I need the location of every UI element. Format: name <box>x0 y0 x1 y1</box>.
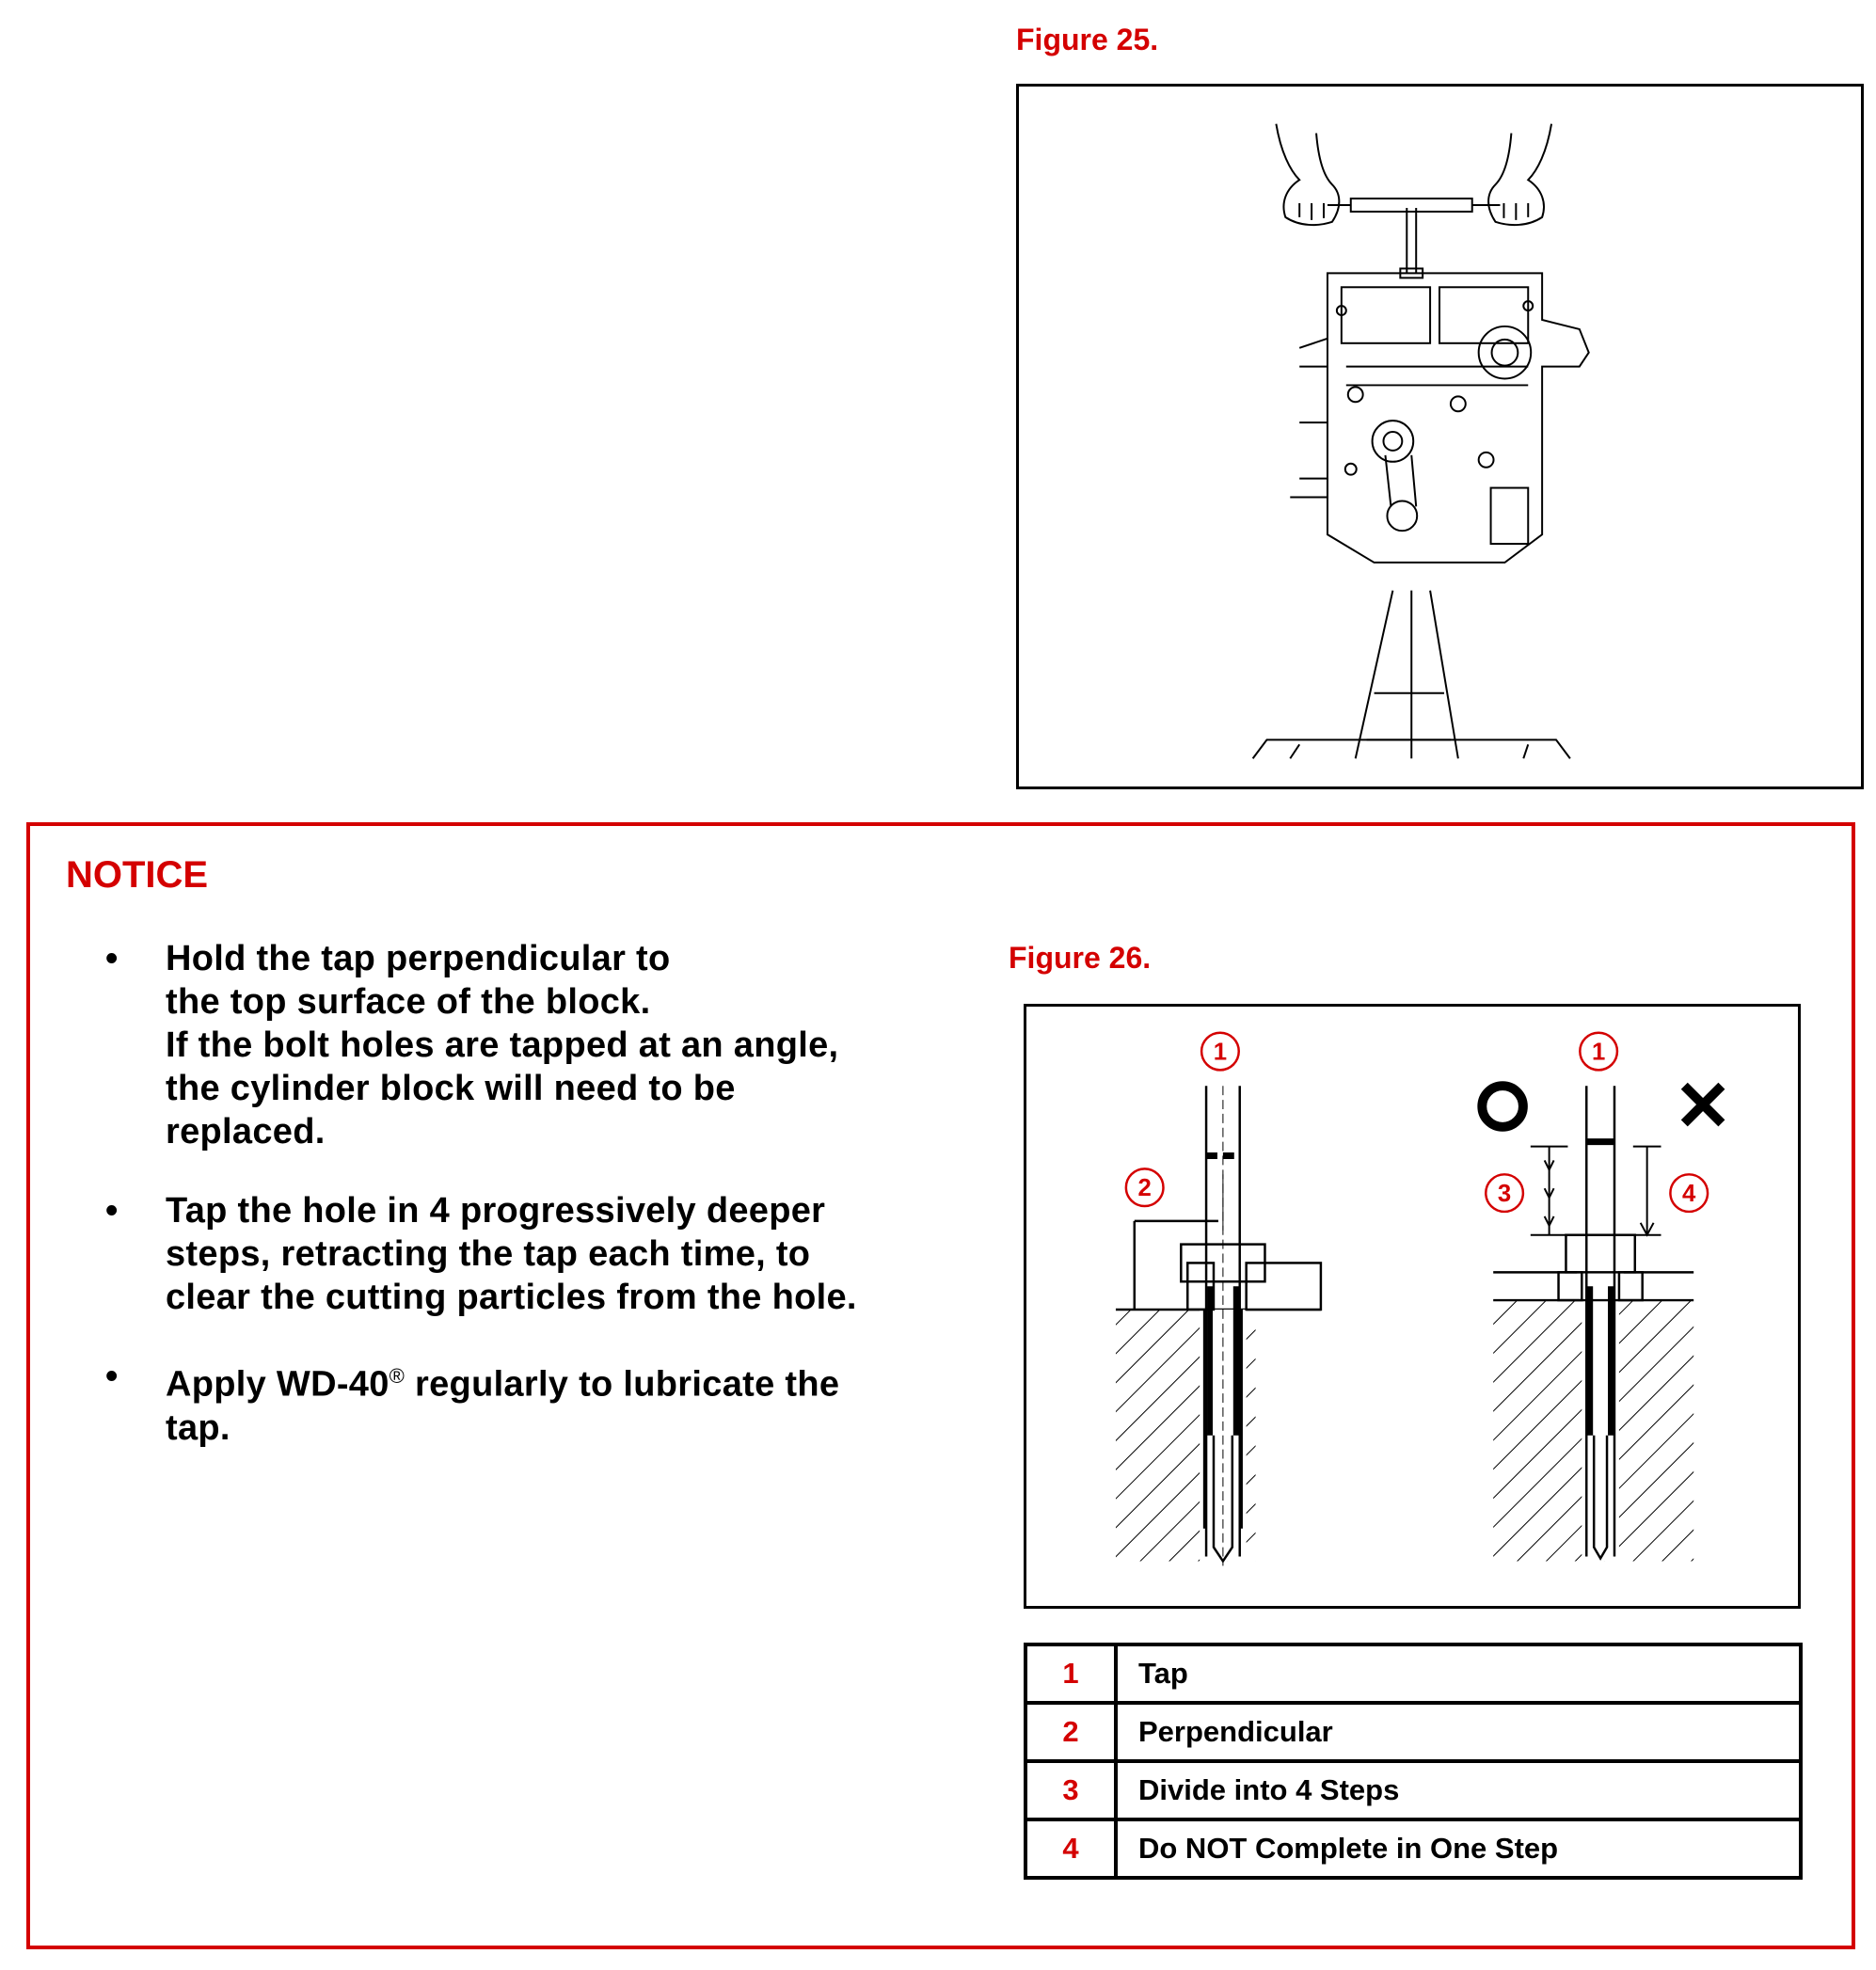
bullet-line: tap. <box>166 1407 231 1448</box>
callout-1-right: 1 <box>1591 1039 1606 1066</box>
bullet-line: clear the cutting particles from the hole. <box>166 1278 857 1317</box>
callout-2: 2 <box>1137 1175 1152 1202</box>
correct-mark-icon <box>1482 1086 1523 1127</box>
bullet-lubricate <box>105 1355 952 1450</box>
left-tap-view <box>1116 1086 1321 1565</box>
bullet-line: the cylinder block will need to be <box>166 1069 736 1108</box>
table-row <box>1025 1819 1801 1878</box>
right-tap-view <box>1493 1086 1693 1561</box>
bullet-text: Apply WD-40 <box>166 1364 390 1405</box>
bullet-line: If the bolt holes are tapped at an angle, <box>166 1025 839 1065</box>
bullet-line: steps, retracting the tap each time, to <box>166 1234 811 1274</box>
legend-number: 4 <box>1025 1819 1116 1878</box>
legend-label: Perpendicular <box>1116 1703 1801 1761</box>
bullet-line: the top surface of the block. <box>166 982 651 1022</box>
table-row <box>1025 1644 1801 1703</box>
notice-bullet-list <box>105 937 952 1485</box>
figure-26-legend-table <box>1024 1643 1803 1880</box>
tap-hole-diagram <box>1026 1007 1798 1606</box>
table-row <box>1025 1761 1801 1819</box>
legend-label: Do NOT Complete in One Step <box>1116 1819 1801 1878</box>
callout-3: 3 <box>1497 1181 1512 1208</box>
figure-26-illustration <box>1024 1004 1801 1609</box>
engine-block-tapping-drawing <box>1019 87 1861 786</box>
legend-number: 1 <box>1025 1644 1116 1703</box>
bullet-steps <box>105 1189 952 1319</box>
callout-4: 4 <box>1682 1181 1696 1208</box>
bullet-line: • Tap the hole in 4 progressively deeper <box>166 1191 826 1231</box>
notice-title: NOTICE <box>66 854 209 896</box>
bullet-line-wd40 <box>166 1355 952 1406</box>
legend-number: 3 <box>1025 1761 1116 1819</box>
figure-26-caption: Figure 26. <box>1009 941 1152 975</box>
incorrect-mark-icon <box>1684 1086 1722 1123</box>
callout-1-left: 1 <box>1213 1039 1228 1066</box>
bullet-perpendicular <box>105 937 952 1153</box>
registered-mark: ® <box>389 1364 405 1388</box>
bullet-line: replaced. <box>166 1112 326 1152</box>
legend-number: 2 <box>1025 1703 1116 1761</box>
figure-25-caption: Figure 25. <box>1016 23 1159 56</box>
legend-label: Divide into 4 Steps <box>1116 1761 1801 1819</box>
bullet-text: regularly to lubricate the <box>405 1364 840 1405</box>
figure-25-illustration <box>1016 84 1864 789</box>
table-row <box>1025 1703 1801 1761</box>
legend-label: Tap <box>1116 1644 1801 1703</box>
bullet-line: • Hold the tap perpendicular to <box>166 939 671 978</box>
